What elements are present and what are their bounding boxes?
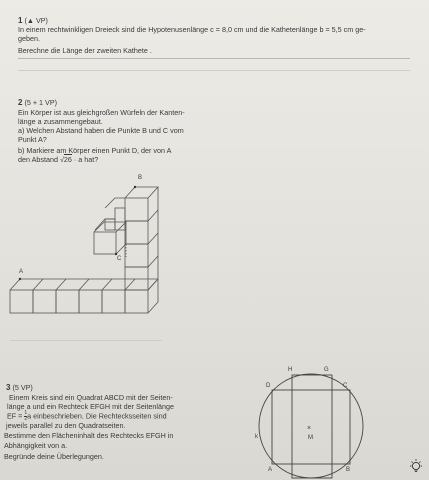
- task1-number: 1: [18, 16, 23, 25]
- label-k: k: [255, 434, 258, 440]
- label-b: B: [138, 175, 143, 181]
- label-b-square: B: [346, 467, 351, 473]
- lightbulb-icon: [408, 458, 424, 476]
- task2-line5: b) Markiere am Körper einen Punkt D, der von A: [18, 146, 172, 155]
- fraction-denominator: 2: [24, 416, 28, 422]
- task1-line2: geben.: [18, 34, 40, 43]
- task2-line4: Punkt A?: [18, 135, 47, 144]
- task3-number: 3: [6, 383, 11, 392]
- task1-line3: Berechne die Länge der zweiten Kathete .: [18, 46, 152, 55]
- fraction-numerator: 1: [24, 410, 28, 416]
- task2-points: (5 + 1 VP): [24, 98, 58, 107]
- label-a: A: [19, 269, 24, 275]
- label-g: G: [324, 367, 329, 373]
- task3-line5: Bestimme den Flächeninhalt des Rechtecks EFGH in: [4, 431, 174, 440]
- sqrt-radicand: 26: [63, 155, 72, 164]
- center-cross: ×: [307, 425, 312, 432]
- label-c: C: [117, 256, 122, 262]
- task3-points: (5 VP): [12, 383, 33, 392]
- task3-line4: jeweils parallel zu den Quadratseiten.: [6, 421, 126, 430]
- label-c-circle: C: [343, 383, 348, 389]
- task2-line3: a) Welchen Abstand haben die Punkte B und C vom: [18, 126, 184, 135]
- task3-line2: länge a und ein Rechteck EFGH mit der Seitenlänge: [7, 402, 175, 411]
- label-d: D: [266, 383, 271, 389]
- task2-line2: länge a zusammengebaut.: [18, 117, 103, 126]
- task3-line6: Abhängigkeit von a.: [4, 441, 68, 450]
- task1-line1: In einem rechtwinkligen Dreieck sind die Hypotenusenlänge c = 8,0 cm und die Kathetenlänge b = 5,5 cm ge-: [18, 25, 366, 34]
- rectangle-efgh: [292, 375, 332, 478]
- task2-line1: Ein Körper ist aus gleichgroßen Würfeln der Kanten-: [18, 108, 185, 117]
- task1-points: (▲ VP): [24, 16, 48, 25]
- label-a-square: A: [268, 467, 273, 473]
- task3-line1: Einem Kreis sind ein Quadrat ABCD mit der Seiten-: [9, 393, 173, 402]
- task2-line6-pre: den Abstand: [18, 155, 60, 164]
- task2-line6-post: · a hat?: [71, 155, 99, 164]
- task3-line7: Begründe deine Überlegungen.: [4, 452, 104, 461]
- task3-line3-pre: EF =: [7, 411, 25, 421]
- label-m: M: [308, 435, 313, 441]
- label-h: H: [288, 367, 293, 373]
- task3-line3-post: a einbeschrieben. Die Rechtecksseiten sind: [27, 411, 167, 421]
- sqrt-symbol: √: [59, 155, 64, 164]
- task2-number: 2: [18, 98, 23, 107]
